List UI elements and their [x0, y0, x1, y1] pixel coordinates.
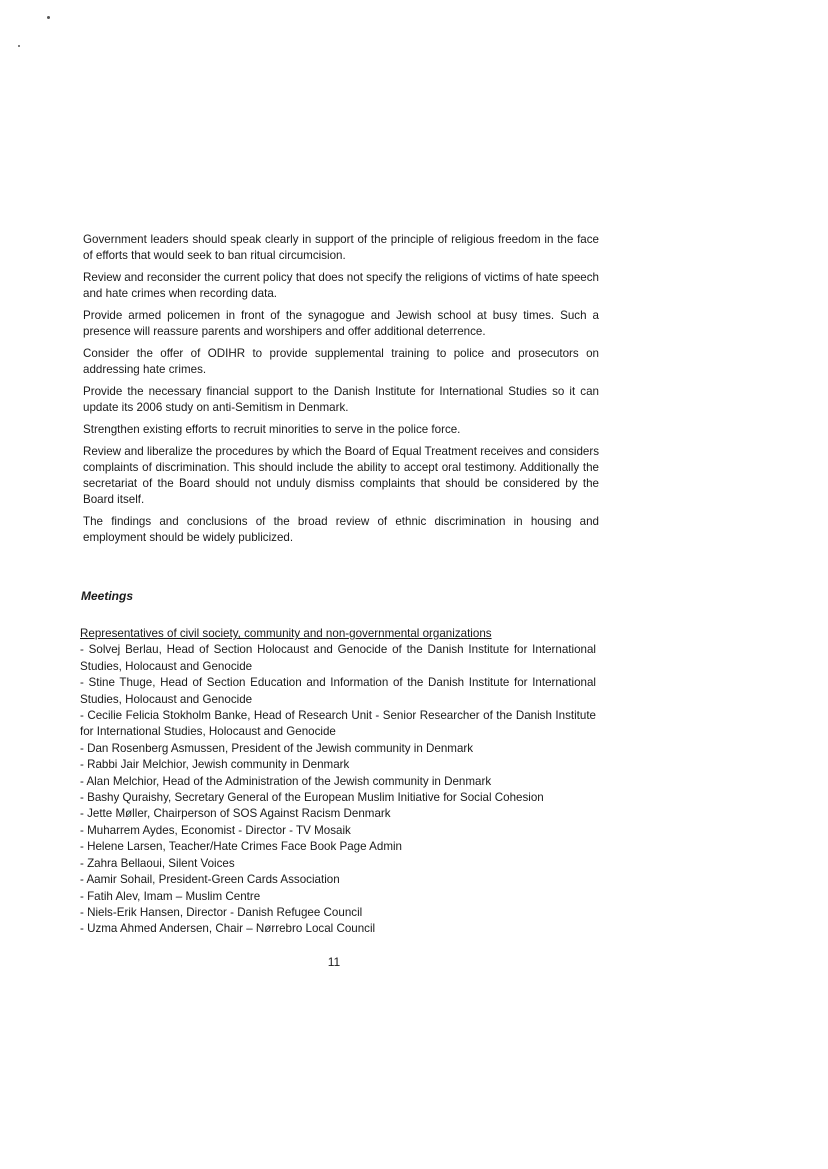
- representative-item: - Jette Møller, Chairperson of SOS Against Racism Denmark: [80, 807, 391, 821]
- meetings-section: [80, 626, 596, 938]
- representative-item: - Fatih Alev, Imam – Muslim Centre: [80, 889, 261, 903]
- representative-item: - Dan Rosenberg Asmussen, President of the Jewish community in Denmark: [80, 741, 474, 755]
- representative-item: - Solvej Berlau, Head of Section Holocaust and Genocide of the Danish Institute for International Studies, Holocaust and Genocide: [80, 643, 596, 673]
- recommendations-section: [83, 232, 599, 552]
- scan-speck: [18, 45, 20, 47]
- recommendation-paragraph: The findings and conclusions of the broad review of ethnic discrimination in housing and employment should be widely publicized.: [83, 515, 599, 544]
- representative-item: - Cecilie Felicia Stokholm Banke, Head of Research Unit - Senior Researcher of the Danish Institute for International Studies, Holocaust and Genocide: [80, 709, 596, 739]
- representative-item: - Muharrem Aydes, Economist - Director - TV Mosaik: [80, 823, 351, 837]
- recommendation-paragraph: Strengthen existing efforts to recruit minorities to serve in the police force.: [83, 423, 461, 436]
- representative-item: - Niels-Erik Hansen, Director - Danish Refugee Council: [80, 905, 363, 919]
- recommendation-paragraph: Provide armed policemen in front of the synagogue and Jewish school at busy times. Such a presence will reassure parents and worshipers and offer additional deterrence.: [83, 309, 599, 338]
- representative-item: - Zahra Bellaoui, Silent Voices: [80, 856, 235, 870]
- page-number: 11: [327, 955, 341, 969]
- representative-item: - Uzma Ahmed Andersen, Chair – Nørrebro Local Council: [80, 922, 376, 936]
- meetings-heading: Meetings: [81, 589, 134, 603]
- recommendation-paragraph: Government leaders should speak clearly in support of the principle of religious freedom in the face of efforts that would seek to ban ritual circumcision.: [83, 233, 599, 262]
- recommendation-paragraph: Consider the offer of ODIHR to provide supplemental training to police and prosecutors on addressing hate crimes.: [83, 347, 599, 376]
- representative-item: - Rabbi Jair Melchior, Jewish community in Denmark: [80, 758, 350, 772]
- scan-speck: [47, 16, 50, 19]
- representative-item: - Alan Melchior, Head of the Administration of the Jewish community in Denmark: [80, 774, 492, 788]
- recommendation-paragraph: Review and liberalize the procedures by which the Board of Equal Treatment receives and considers complaints of discrimination. This should include the ability to accept oral testimony. Additionally the secretariat of the Board should not unduly dismiss complaints that should be considered by the Board itself.: [83, 445, 599, 506]
- representative-item: - Stine Thuge, Head of Section Education and Information of the Danish Institute for International Studies, Holocaust and Genocide: [80, 676, 596, 706]
- representative-item: - Helene Larsen, Teacher/Hate Crimes Face Book Page Admin: [80, 840, 402, 854]
- representatives-subheading: Representatives of civil society, community and non-governmental organizations: [80, 627, 492, 640]
- representative-item: - Aamir Sohail, President-Green Cards Association: [80, 873, 340, 887]
- recommendation-paragraph: Review and reconsider the current policy that does not specify the religions of victims of hate speech and hate crimes when recording data.: [83, 271, 599, 300]
- recommendation-paragraph: Provide the necessary financial support to the Danish Institute for International Studies so it can update its 2006 study on anti-Semitism in Denmark.: [83, 385, 599, 414]
- representative-item: - Bashy Quraishy, Secretary General of the European Muslim Initiative for Social Cohesion: [80, 791, 544, 805]
